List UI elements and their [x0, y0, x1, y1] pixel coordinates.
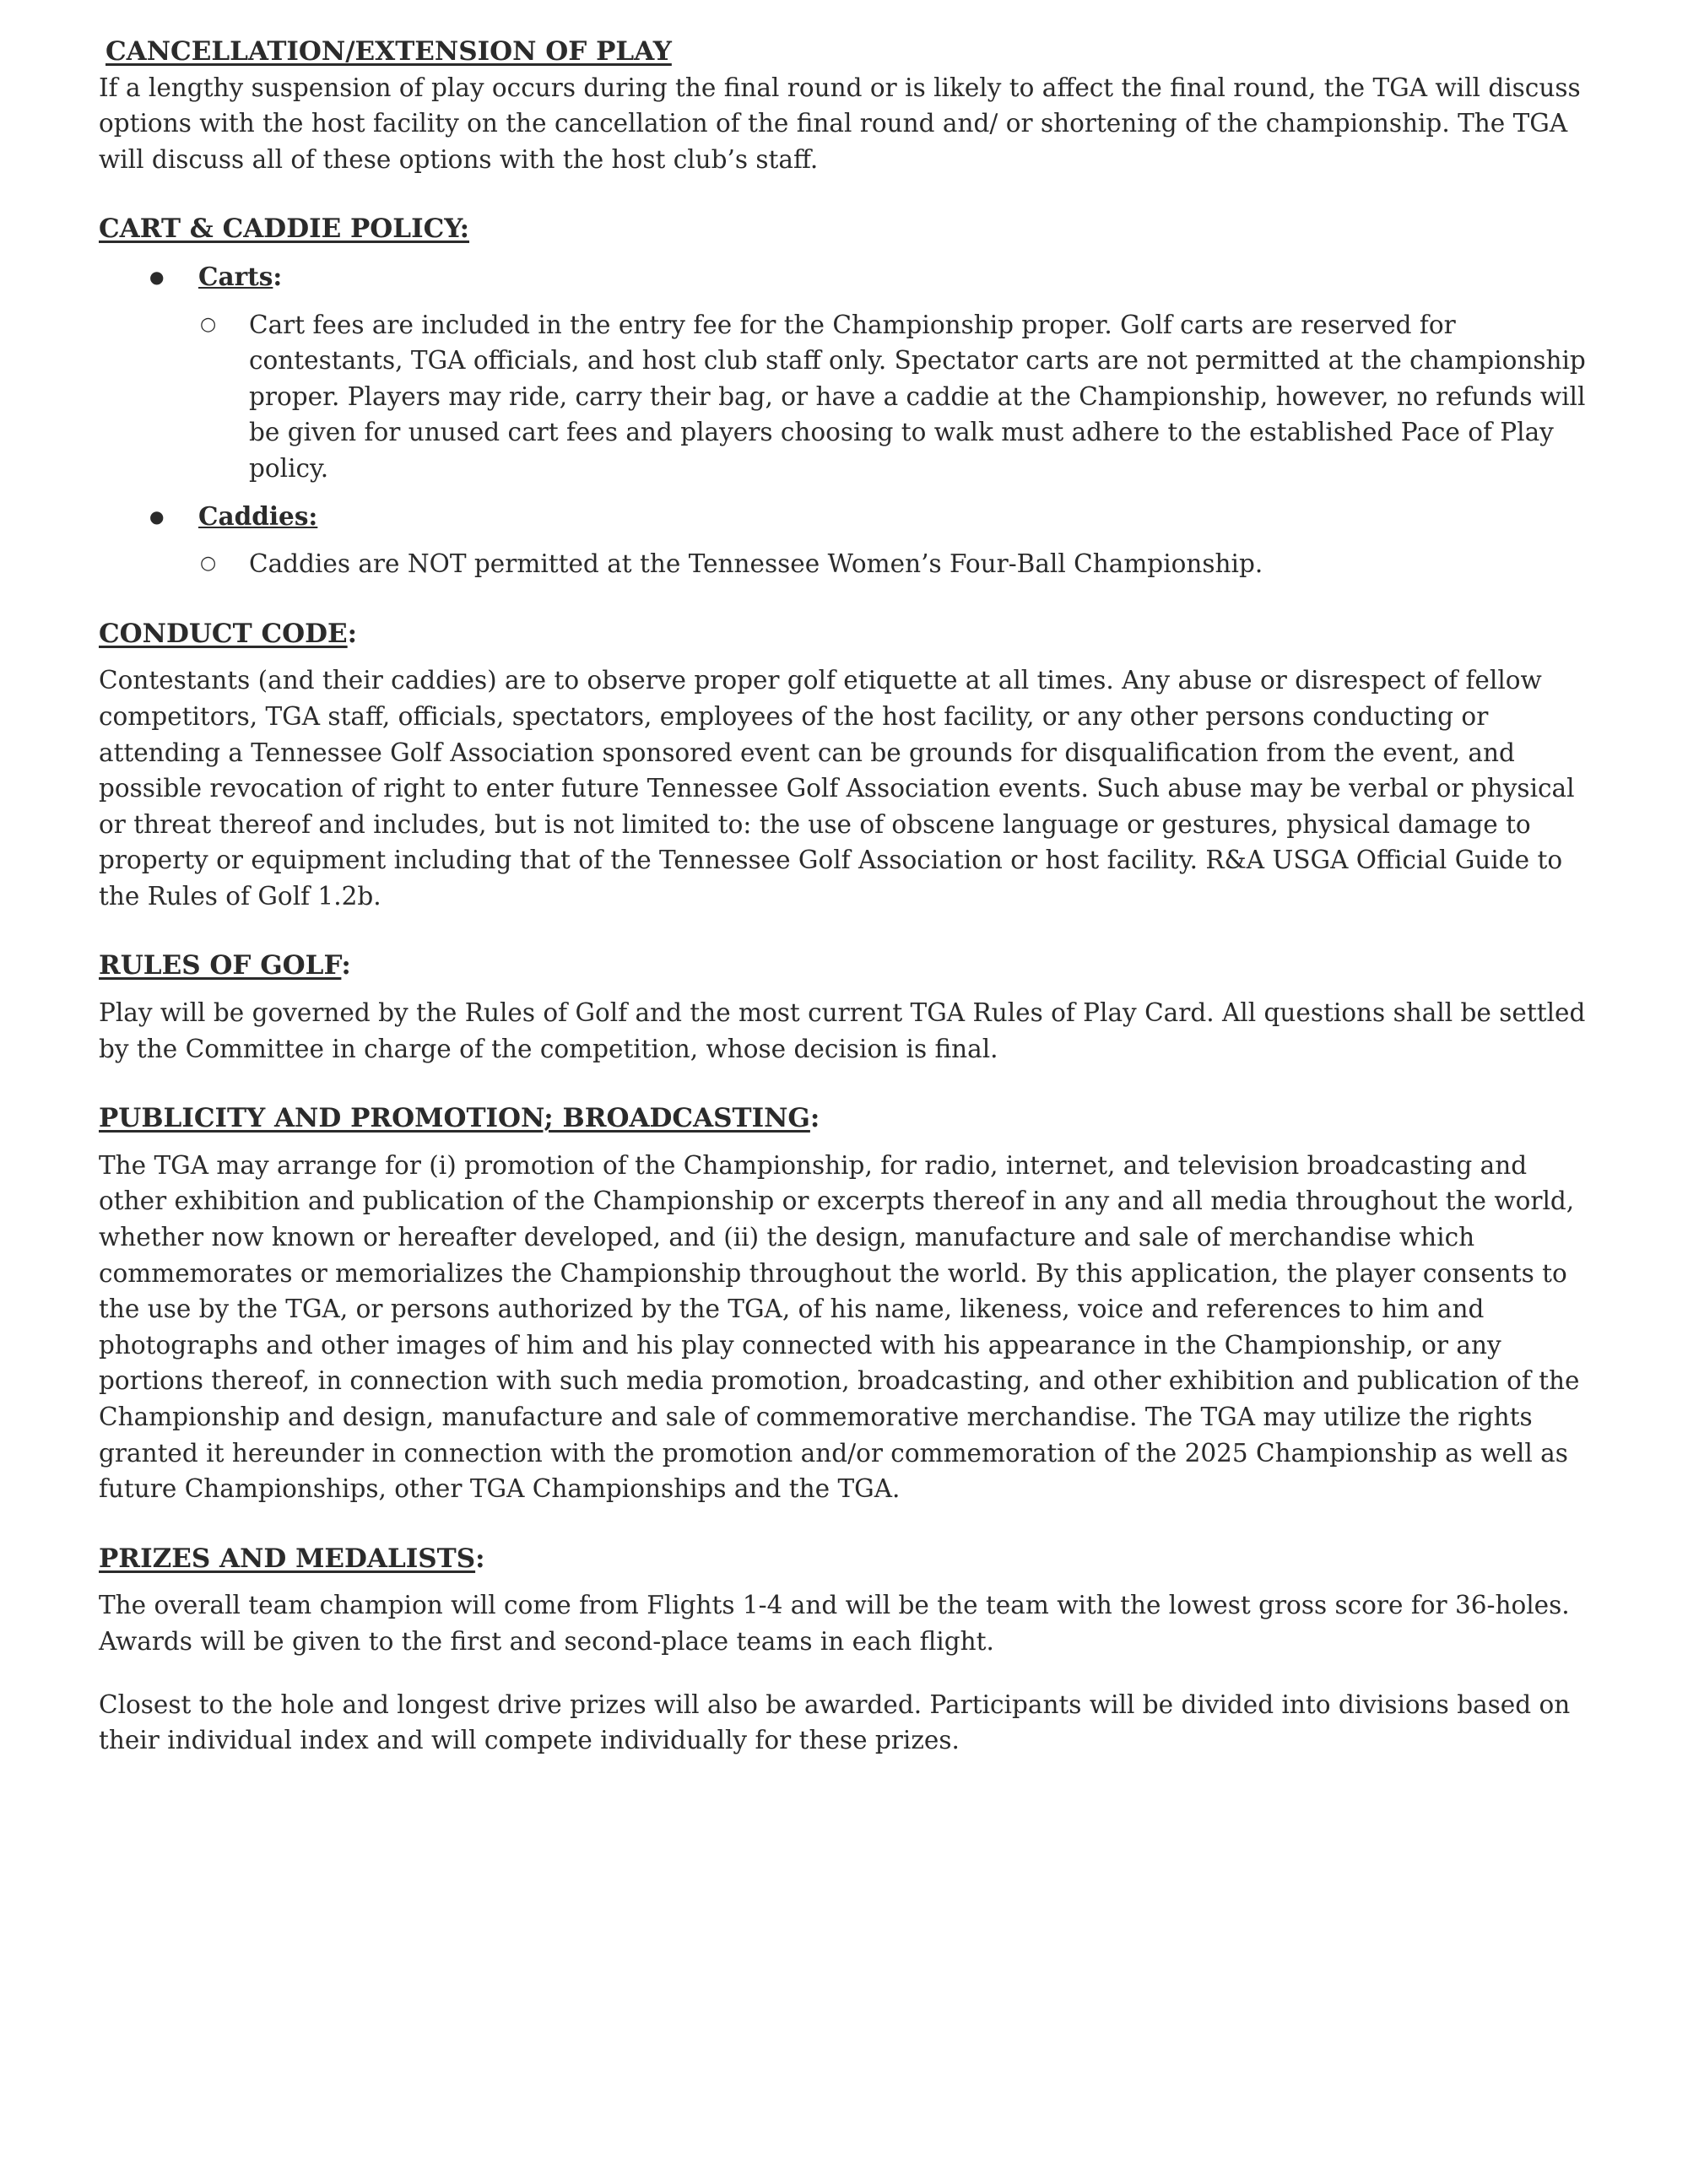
circle-bullet-icon: ○ — [200, 313, 217, 335]
bullet-icon: ● — [149, 266, 165, 287]
carts-detail: ○ Cart fees are included in the entry fee for the Championship proper. Golf carts are reserved for contestants, TGA officials, and host club staff only. Spectator carts are not permitted at the championship proper. Players may ride, carry their bag, or have a caddie at the Championship, however, no refunds will be given for unused cart fees and players choosing to walk must adhere to the established Pace of Play policy. — [200, 307, 1593, 487]
section-heading: CANCELLATION/EXTENSION OF PLAY — [106, 36, 672, 67]
conduct-section — [99, 616, 1593, 915]
section-heading: PUBLICITY AND PROMOTION; BROADCASTING: — [99, 1103, 820, 1134]
cart-caddie-section — [99, 211, 1593, 581]
prizes-section — [99, 1541, 1593, 1759]
rules-section — [99, 948, 1593, 1067]
section-body: The overall team champion will come from Flights 1-4 and will be the team with the lowest gross score for 36-holes. Awards will be given to the first and second-place teams in each flight. — [99, 1591, 1570, 1656]
bullet-icon: ● — [149, 505, 165, 527]
carts-item: ● Carts: — [149, 259, 1593, 295]
section-body: The TGA may arrange for (i) promotion of the Championship, for radio, internet, and television broadcasting and other exhibition and publication of the Championship or excerpts thereof in any and all media throughout the world, whether now known or hereafter developed, and (ii) the design, manufacture and sale of merchandise which commemorates or memorializes the Championship throughout the world. By this application, the player consents to the use by the TGA, or persons authorized by the TGA, of his name, likeness, voice and references to him and photographs and other images of him and his play connected with his appearance in the Championship, or any portions thereof, in connection with such media promotion, broadcasting, and other exhibition and publication of the Championship and design, manufacture and sale of commemorative merchandise. The TGA may utilize the rights granted it hereunder in connection with the promotion and/or commemoration of the 2025 Championship as well as future Championships, other TGA Championships and the TGA. — [99, 1150, 1580, 1504]
section-body: If a lengthy suspension of play occurs during the final round or is likely to affect the final round, the TGA will discuss options with the host facility on the cancellation of the final round and/ or shortening of the championship. The TGA will discuss all of these options with the host club’s staff. — [99, 73, 1581, 174]
section-heading: CONDUCT CODE: — [99, 618, 358, 649]
caddies-label: Caddies: — [198, 500, 318, 531]
caddies-detail: ○ Caddies are NOT permitted at the Tennessee Women’s Four-Ball Championship. — [200, 546, 1593, 582]
carts-label: Carts — [198, 261, 273, 291]
caddies-item — [149, 499, 1593, 535]
document-page — [99, 34, 1593, 1759]
circle-bullet-icon: ○ — [200, 553, 217, 575]
section-body: Closest to the hole and longest drive prizes will also be awarded. Participants will be divided into divisions based on their individual index and will compete individually for these prizes. — [99, 1689, 1571, 1755]
section-body: Play will be governed by the Rules of Golf and the most current TGA Rules of Play Card. All questions shall be settled by the Committee in charge of the competition, whose decision is final. — [99, 998, 1586, 1063]
section-body: Contestants (and their caddies) are to observe proper golf etiquette at all times. Any abuse or disrespect of fellow competitors, TGA staff, officials, spectators, employees of the host facility, or any other persons conducting or attending a Tennessee Golf Association sponsored event can be grounds for disqualification from the event, and possible revocation of right to enter future Tennessee Golf Association events. Such abuse may be verbal or physical or threat thereof and includes, but is not limited to: the use of obscene language or gestures, physical damage to property or equipment including that of the Tennessee Golf Association or host facility. R&A USGA Official Guide to the Rules of Golf 1.2b. — [99, 666, 1575, 911]
section-heading: RULES OF GOLF: — [99, 950, 351, 981]
publicity-section — [99, 1100, 1593, 1507]
section-heading: PRIZES AND MEDALISTS: — [99, 1543, 485, 1574]
section-heading: CART & CADDIE POLICY: — [99, 214, 470, 245]
cancellation-section — [99, 34, 1593, 177]
